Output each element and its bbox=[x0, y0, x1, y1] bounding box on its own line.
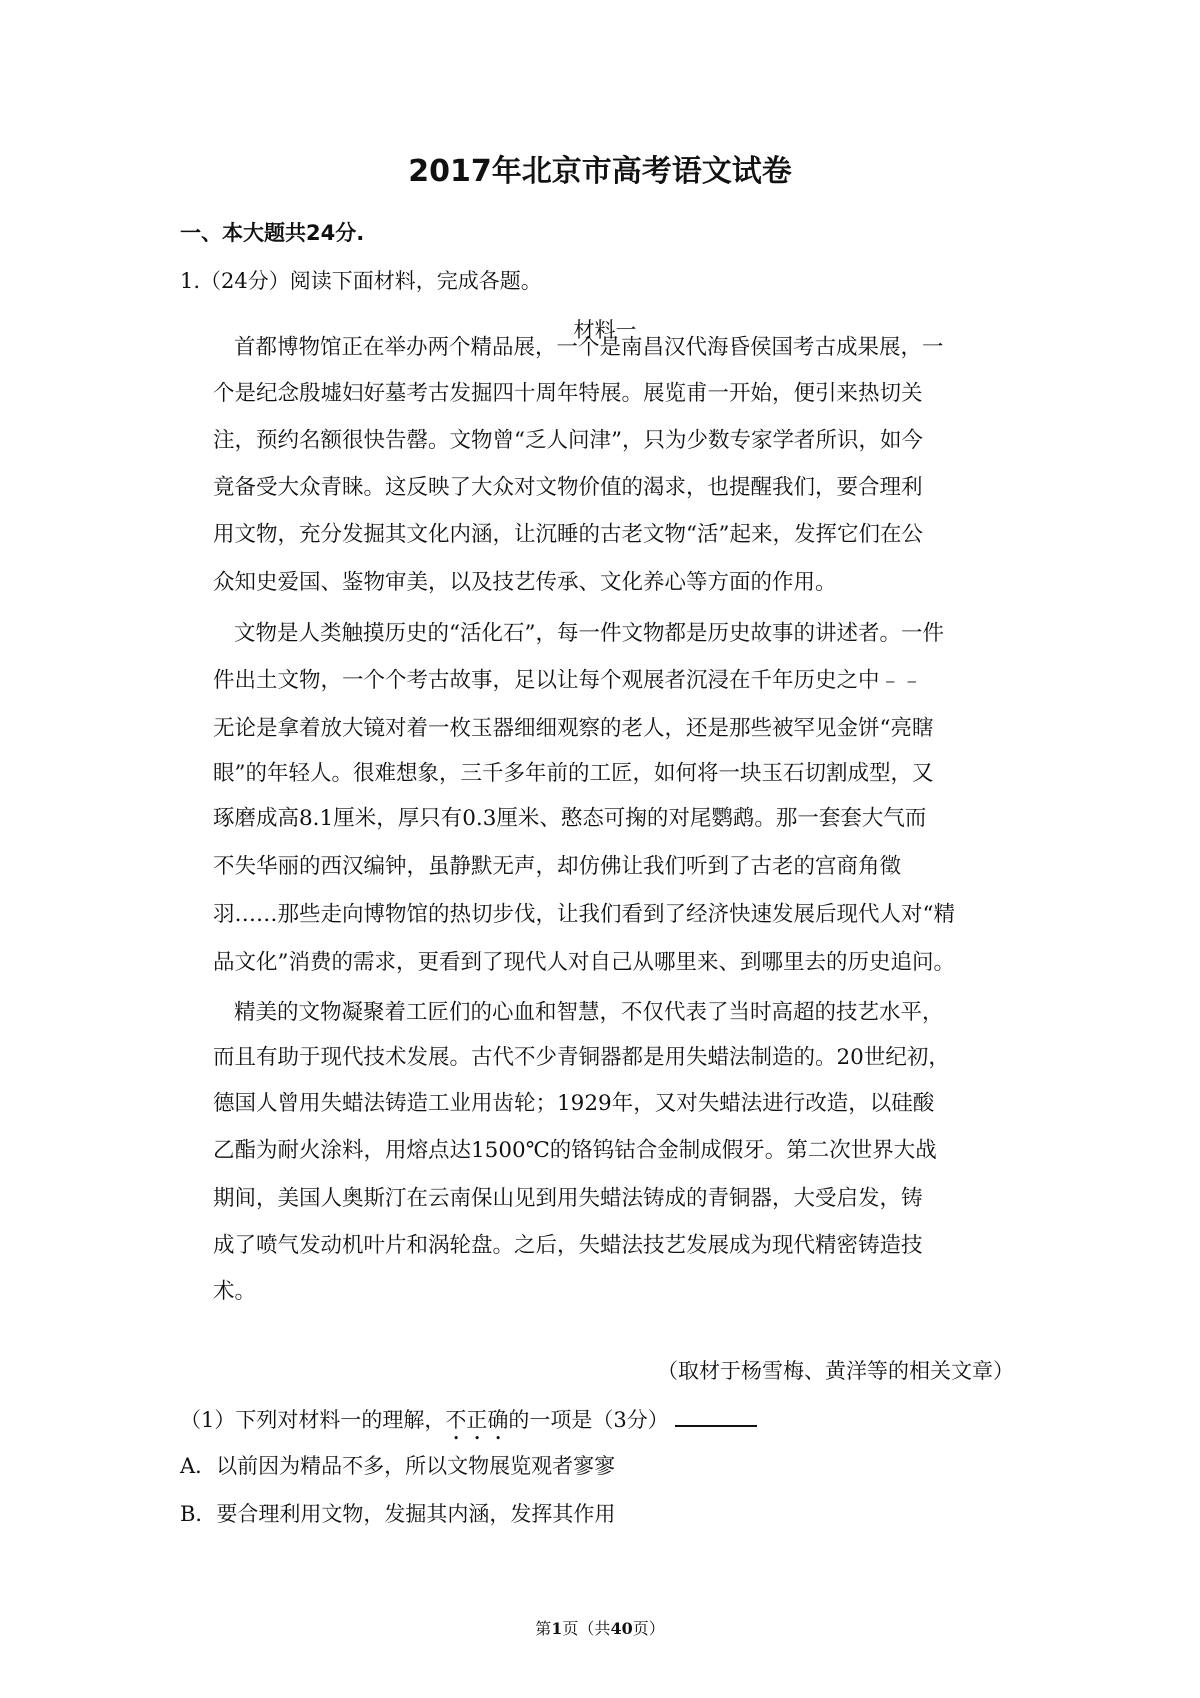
text-line: 无论是拿着放大镜对着一枚玉器细细观察的老人，还是那些被罕见金饼“亮瞎 bbox=[213, 716, 934, 741]
option-a: A．以前因为精品不多，所以文物展览观者寥寥 bbox=[180, 1454, 616, 1478]
text-line: 品文化”消费的需求，更看到了现代人对自己从哪里来、到哪里去的历史追问。 bbox=[213, 950, 955, 975]
footer-mid: 页（共 bbox=[562, 1619, 611, 1638]
text-line: 注，预约名额很快告罄。文物曾“乏人问津”，只为少数专家学者所识，如今 bbox=[213, 428, 923, 453]
footer-post: 页） bbox=[632, 1619, 665, 1638]
text-line: 眼”的年轻人。很难想象，三千多年前的工匠，如何将一块玉石切割成型，又 bbox=[213, 761, 934, 786]
section-heading: 一、本大题共24分. bbox=[180, 221, 365, 245]
subquestion-prefix: （1）下列对材料一的理解， bbox=[180, 1408, 446, 1432]
text-line: 乙酯为耐火涂料，用熔点达1500℃的铬钨钴合金制成假牙。第二次世界大战 bbox=[213, 1138, 937, 1163]
page-footer bbox=[0, 1618, 1200, 1640]
text-line: 术。 bbox=[213, 1279, 257, 1304]
subquestion-suffix: 的一项是（3分） bbox=[508, 1408, 669, 1432]
text-line: 德国人曾用失蜡法铸造工业用齿轮；1929年，又对失蜡法进行改造，以硅酸 bbox=[213, 1091, 935, 1116]
text-line: 而且有助于现代技术发展。古代不少青铜器都是用失蜡法制造的。20世纪初， bbox=[213, 1045, 950, 1070]
subquestion-1 bbox=[180, 1403, 757, 1445]
text-line: 竟备受大众青睐。这反映了大众对文物价值的渴求，也提醒我们，要合理利 bbox=[213, 475, 923, 500]
footer-page-number: 1 bbox=[551, 1619, 563, 1638]
text-line: 琢磨成高8.1厘米，厚只有0.3厘米、憨态可掬的对尾鹦鹉。那一套套大气而 bbox=[213, 806, 927, 831]
text-line: 件出土文物，一个个考古故事，足以让每个观展者沉浸在千年历史之中﹣﹣ bbox=[213, 668, 923, 693]
text-line: 精美的文物凝聚着工匠们的心血和智慧，不仅代表了当时高超的技艺水平， bbox=[234, 1000, 944, 1025]
text-line: 众知史爱国、鉴物审美，以及技艺传承、文化养心等方面的作用。 bbox=[213, 570, 837, 595]
text-line: 个是纪念殷墟妇好墓考古发掘四十周年特展。展览甫一开始，便引来热切关 bbox=[213, 381, 923, 406]
answer-blank[interactable] bbox=[675, 1403, 757, 1427]
material-title: 材料一 bbox=[573, 318, 637, 342]
text-line: 期间，美国人奥斯汀在云南保山见到用失蜡法铸成的青铜器，大受启发，铸 bbox=[213, 1186, 923, 1211]
text-line: 羽……那些走向博物馆的热切步伐，让我们看到了经济快速发展后现代人对“精 bbox=[213, 902, 955, 927]
subquestion-emphasis: 不正确 bbox=[445, 1408, 509, 1432]
page-title: 2017年北京市高考语文试卷 bbox=[408, 154, 792, 189]
footer-total-pages: 40 bbox=[610, 1619, 633, 1638]
question-header: 1.（24分）阅读下面材料，完成各题。 bbox=[180, 269, 542, 293]
text-line: 用文物，充分发掘其文化内涵，让沉睡的古老文物“活”起来，发挥它们在公 bbox=[213, 522, 923, 547]
text-line: 不失华丽的西汉编钟，虽静默无声，却仿佛让我们听到了古老的宫商角徵 bbox=[213, 854, 902, 879]
text-line: 文物是人类触摸历史的“活化石”，每一件文物都是历史故事的讲述者。一件 bbox=[234, 621, 944, 646]
footer-pre: 第 bbox=[535, 1619, 552, 1638]
text-line: 首都博物馆正在举办两个精品展，一个是南昌汉代海昏侯国考古成果展，一 bbox=[234, 335, 944, 360]
source-attribution: （取材于杨雪梅、黄洋等的相关文章） bbox=[657, 1359, 1014, 1383]
option-b: B．要合理利用文物，发掘其内涵，发挥其作用 bbox=[180, 1502, 616, 1526]
text-line: 成了喷气发动机叶片和涡轮盘。之后，失蜡法技艺发展成为现代精密铸造技 bbox=[213, 1233, 923, 1258]
